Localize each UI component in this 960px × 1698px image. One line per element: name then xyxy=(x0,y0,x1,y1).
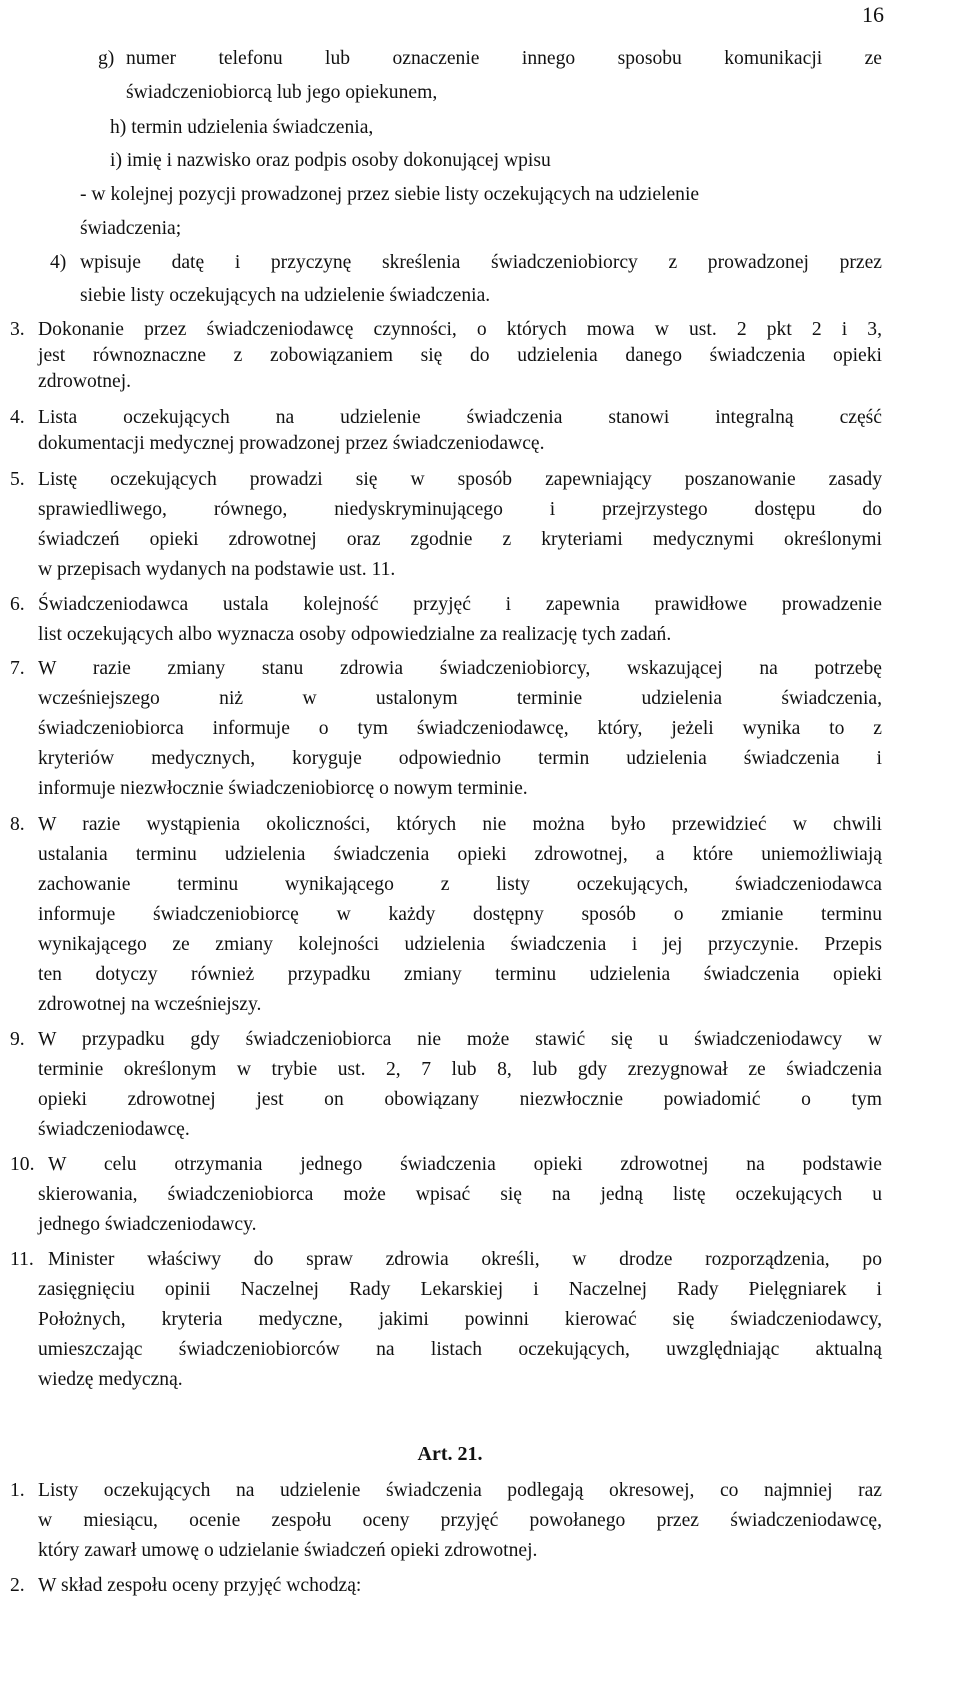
item-g-line-2: świadczeniobiorcą lub jego opiekunem, xyxy=(126,82,438,103)
item-g-line-1: numer telefonu lub oznaczenie innego sposobu komunikacji ze xyxy=(126,48,882,69)
paragraph-5-number: 5. xyxy=(10,469,25,490)
paragraph-8-line: W razie wystąpienia okoliczności, których nie można było przewidzieć w chwili xyxy=(38,814,882,835)
paragraph-10-line: W celu otrzymania jednego świadczenia opieki zdrowotnej na podstawie xyxy=(48,1154,882,1175)
paragraph-8-line: zachowanie terminu wynikającego z listy oczekujących, świadczeniodawca xyxy=(38,874,882,895)
paragraph-11-line: zasięgnięciu opinii Naczelnej Rady Lekarskiej i Naczelnej Rady Pielęgniarek i xyxy=(38,1279,882,1300)
paragraph-4-number: 4. xyxy=(10,407,25,428)
paragraph-8-line: informuje świadczeniobiorcę w każdy dostępny sposób o zmianie terminu xyxy=(38,904,882,925)
paragraph-9-line: terminie określonym w trybie ust. 2, 7 lub 8, lub gdy zrezygnował ze świadczenia xyxy=(38,1059,882,1080)
paragraph-9-number: 9. xyxy=(10,1029,25,1050)
item-i: i) imię i nazwisko oraz podpis osoby dokonującej wpisu xyxy=(110,150,551,171)
article-point-1-line: Listy oczekujących na udzielenie świadczenia podlegają okresowej, co najmniej raz xyxy=(38,1480,882,1501)
paragraph-3-number: 3. xyxy=(10,319,25,340)
article-point-2-number: 2. xyxy=(10,1575,25,1596)
paragraph-11-line: Położnych, kryteria medyczne, jakimi powinni kierować się świadczeniodawcy, xyxy=(38,1309,882,1330)
paragraph-5-line: świadczeń opieki zdrowotnej oraz zgodnie z kryteriami medycznymi określonymi xyxy=(38,529,882,550)
paragraph-4-line: Lista oczekujących na udzielenie świadczenia stanowi integralną część xyxy=(38,407,882,428)
paragraph-5-line: sprawiedliwego, równego, niedyskryminującego i przejrzystego dostępu do xyxy=(38,499,882,520)
paragraph-7-number: 7. xyxy=(10,658,25,679)
paragraph-7-line: wcześniejszego niż w ustalonym terminie udzielenia świadczenia, xyxy=(38,688,882,709)
item-label-g: g) xyxy=(98,48,115,69)
paragraph-11-number: 11. xyxy=(10,1249,34,1270)
paragraph-3-line: zdrowotnej. xyxy=(38,371,132,392)
paragraph-11-line: umieszczając świadczeniobiorców na listach oczekujących, uwzględniając aktualną xyxy=(38,1339,882,1360)
page-number: 16 xyxy=(862,2,884,27)
article-point-2-line: W skład zespołu oceny przyjęć wchodzą: xyxy=(38,1575,362,1596)
paragraph-8-number: 8. xyxy=(10,814,25,835)
paragraph-8-line: ustalania terminu udzielenia świadczenia opieki zdrowotnej, a które uniemożliwiają xyxy=(38,844,882,865)
point-4-line-1: wpisuje datę i przyczynę skreślenia świadczeniobiorcy z prowadzonej przez xyxy=(80,252,882,273)
paragraph-9-line: opieki zdrowotnej jest on obowiązany niezwłocznie powiadomić o tym xyxy=(38,1089,882,1110)
paragraph-8-line: zdrowotnej na wcześniejszy. xyxy=(38,994,262,1015)
paragraph-10-line: jednego świadczeniodawcy. xyxy=(38,1214,257,1235)
paragraph-11-line: Minister właściwy do spraw zdrowia określi, w drodze rozporządzenia, po xyxy=(48,1249,882,1270)
paragraph-6-line: list oczekujących albo wyznacza osoby odpowiedzialne za realizację tych zadań. xyxy=(38,624,672,645)
point-4-label: 4) xyxy=(50,252,67,273)
article-point-1-line: w miesiącu, ocenie zespołu oceny przyjęć powołanego przez świadczeniodawcę, xyxy=(38,1510,882,1531)
paragraph-11-line: wiedzę medyczną. xyxy=(38,1369,183,1390)
article-point-1-line: który zawarł umowę o udzielanie świadczeń opieki zdrowotnej. xyxy=(38,1540,538,1561)
paragraph-7-line: W razie zmiany stanu zdrowia świadczeniobiorcy, wskazującej na potrzebę xyxy=(38,658,882,679)
item-h: h) termin udzielenia świadczenia, xyxy=(110,117,374,138)
paragraph-7-line: świadczeniobiorca informuje o tym świadczeniodawcę, który, jeżeli wynika to z xyxy=(38,718,882,739)
paragraph-7-line: kryteriów medycznych, koryguje odpowiednio termin udzielenia świadczenia i xyxy=(38,748,882,769)
paragraph-4-line: dokumentacji medycznej prowadzonej przez świadczeniodawcę. xyxy=(38,433,545,454)
paragraph-5-line: Listę oczekujących prowadzi się w sposób zapewniający poszanowanie zasady xyxy=(38,469,882,490)
paragraph-3-line: Dokonanie przez świadczeniodawcę czynności, o których mowa w ust. 2 pkt 2 i 3, xyxy=(38,319,882,340)
paragraph-6-number: 6. xyxy=(10,594,25,615)
paragraph-9-line: świadczeniodawcę. xyxy=(38,1119,190,1140)
paragraph-10-number: 10. xyxy=(10,1154,35,1175)
paragraph-9-line: W przypadku gdy świadczeniobiorca nie może stawić się u świadczeniodawcy w xyxy=(38,1029,882,1050)
paragraph-3-line: jest równoznaczne z zobowiązaniem się do udzielenia danego świadczenia opieki xyxy=(38,345,882,366)
article-heading: Art. 21. xyxy=(417,1443,483,1465)
dash-line-1: - w kolejnej pozycji prowadzonej przez siebie listy oczekujących na udzielenie xyxy=(80,184,700,205)
paragraph-8-line: wynikającego ze zmiany kolejności udzielenia świadczenia i jej przyczynie. Przepis xyxy=(38,934,882,955)
paragraph-7-line: informuje niezwłocznie świadczeniobiorcę o nowym terminie. xyxy=(38,778,528,799)
paragraph-6-line: Świadczeniodawca ustala kolejność przyjęć i zapewnia prawidłowe prowadzenie xyxy=(38,594,882,615)
paragraph-8-line: ten dotyczy również przypadku zmiany terminu udzielenia świadczenia opieki xyxy=(38,964,882,985)
article-point-1-number: 1. xyxy=(10,1480,25,1501)
paragraph-5-line: w przepisach wydanych na podstawie ust. 11. xyxy=(38,559,396,580)
paragraph-10-line: skierowania, świadczeniobiorca może wpisać się na jedną listę oczekujących u xyxy=(38,1184,882,1205)
point-4-line-2: siebie listy oczekujących na udzielenie świadczenia. xyxy=(80,285,491,306)
dash-line-2: świadczenia; xyxy=(80,218,182,239)
